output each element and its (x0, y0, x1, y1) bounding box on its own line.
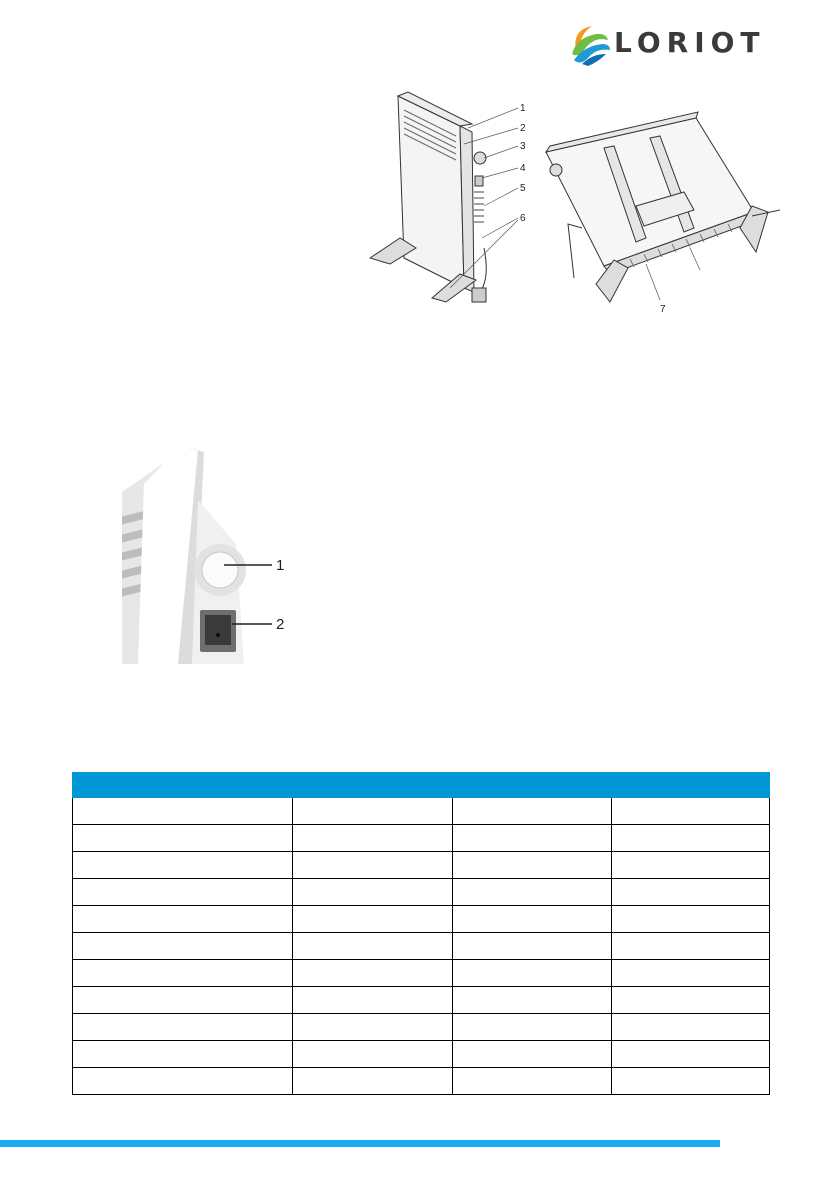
table-row (73, 987, 770, 1014)
table-cell (73, 1068, 293, 1095)
table-cell (293, 879, 453, 906)
table-cell (612, 987, 770, 1014)
table-cell (612, 960, 770, 987)
table-cell (453, 825, 612, 852)
specifications-table (72, 772, 770, 1095)
table-row (73, 798, 770, 825)
callout-7: 7 (660, 304, 666, 315)
control-panel-illustration (122, 446, 246, 664)
table-cell (612, 1068, 770, 1095)
table-row (73, 1041, 770, 1068)
table-cell (73, 1014, 293, 1041)
table-cell (453, 906, 612, 933)
table-cell (293, 960, 453, 987)
panel-callout-1: 1 (276, 557, 285, 574)
table-cell (453, 1041, 612, 1068)
table-cell (73, 825, 293, 852)
table-cell (73, 879, 293, 906)
table-cell (612, 879, 770, 906)
table-cell (612, 825, 770, 852)
table-cell (453, 933, 612, 960)
table-cell (612, 933, 770, 960)
table-cell (293, 1041, 453, 1068)
table-row (73, 960, 770, 987)
table-row (73, 825, 770, 852)
table-cell (293, 987, 453, 1014)
footer-accent-bar (0, 1140, 720, 1147)
table-cell (612, 1041, 770, 1068)
table-header-cell (293, 773, 453, 798)
table-cell (293, 852, 453, 879)
table-cell (453, 987, 612, 1014)
table-row (73, 906, 770, 933)
table-cell (73, 906, 293, 933)
control-panel-figure (108, 440, 308, 664)
table-cell (73, 852, 293, 879)
table-cell (73, 960, 293, 987)
table-cell (612, 906, 770, 933)
table-cell (453, 798, 612, 825)
table-cell (612, 1014, 770, 1041)
table-cell (453, 852, 612, 879)
callout-6: 6 (520, 213, 526, 224)
heater-back-view (546, 112, 780, 302)
table-header-row (73, 773, 770, 798)
callout-3: 3 (520, 141, 526, 152)
brand-logo (566, 20, 766, 68)
heater-assembly-figure (360, 88, 780, 320)
table-cell (612, 852, 770, 879)
table-row (73, 852, 770, 879)
table-cell (293, 933, 453, 960)
callout-2: 2 (520, 123, 526, 134)
table-cell (73, 1041, 293, 1068)
table-header-cell (73, 773, 293, 798)
heater-side-view (370, 92, 486, 302)
table-cell (73, 798, 293, 825)
table-row (73, 1014, 770, 1041)
table-row (73, 879, 770, 906)
table-cell (453, 960, 612, 987)
callout-5: 5 (520, 183, 526, 194)
table-row (73, 1068, 770, 1095)
table-row (73, 933, 770, 960)
table-cell (293, 906, 453, 933)
table-header-cell (453, 773, 612, 798)
table-cell (73, 933, 293, 960)
panel-callout-2: 2 (276, 616, 285, 633)
table-cell (453, 1014, 612, 1041)
callout-1: 1 (520, 103, 526, 114)
table-cell (293, 825, 453, 852)
callout-4: 4 (520, 163, 526, 174)
table-cell (453, 1068, 612, 1095)
table-cell (293, 1068, 453, 1095)
logo-mark-icon (566, 20, 612, 68)
table-cell (612, 798, 770, 825)
table-cell (293, 1014, 453, 1041)
table-cell (293, 798, 453, 825)
table-header-cell (612, 773, 770, 798)
table-cell (453, 879, 612, 906)
brand-name: LORIOT (614, 26, 766, 59)
table-cell (73, 987, 293, 1014)
